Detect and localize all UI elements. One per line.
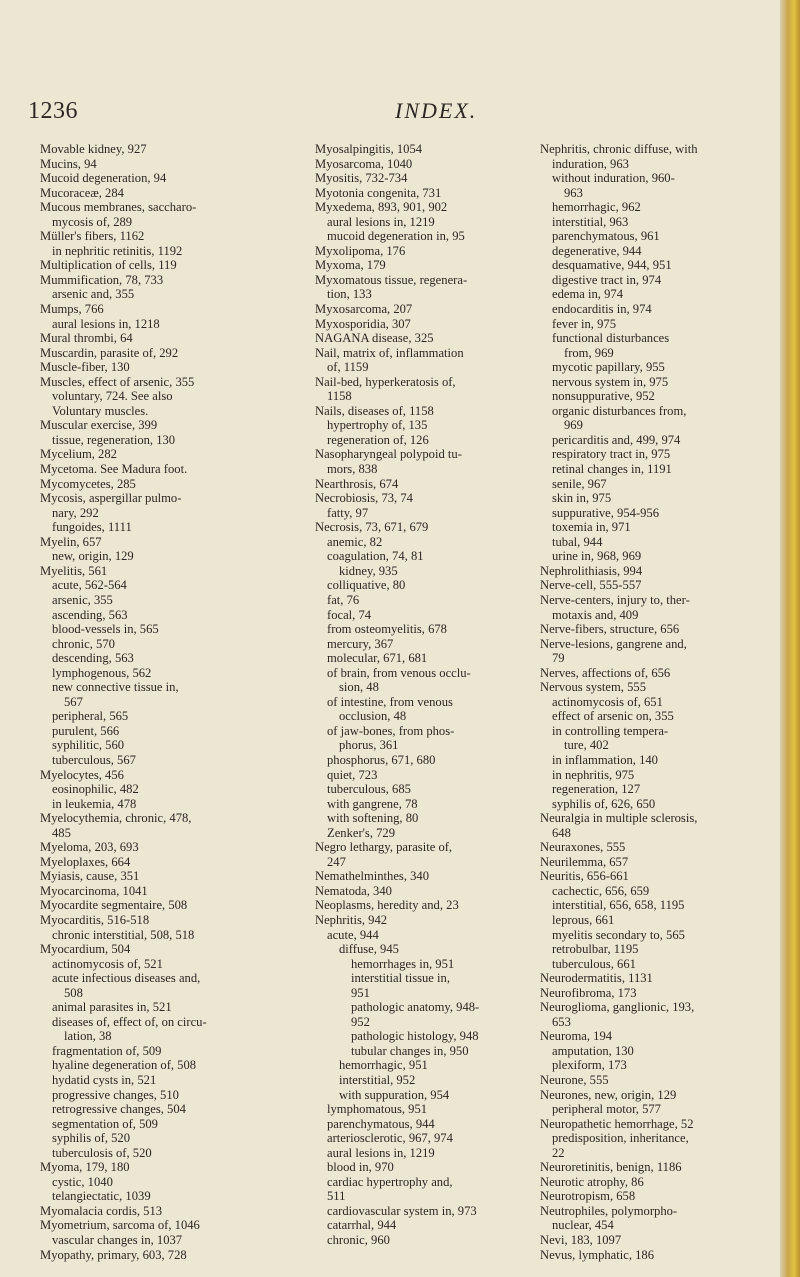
index-entry: 485: [52, 825, 71, 840]
index-entry: Myelocythemia, chronic, 478,: [40, 811, 192, 826]
index-entry: lation, 38: [64, 1029, 112, 1044]
index-entry: in controlling tempera-: [552, 723, 669, 738]
index-entry: eosinophilic, 482: [52, 782, 139, 797]
index-entry: from osteomyelitis, 678: [327, 622, 447, 637]
index-entry: Myositis, 732-734: [315, 171, 408, 186]
index-entry: Mummification, 78, 733: [40, 272, 164, 287]
index-entry: tuberculosis of, 520: [52, 1145, 152, 1160]
index-entry: phorus, 361: [339, 738, 399, 753]
index-entry: Multiplication of cells, 119: [40, 258, 177, 273]
index-entry: nervous system in, 975: [552, 374, 669, 389]
index-entry: mycotic papillary, 955: [552, 360, 665, 375]
index-entry: Neutrophiles, polymorpho-: [540, 1203, 678, 1218]
index-entry: 963: [564, 185, 583, 200]
index-entry: Müller's fibers, 1162: [40, 229, 145, 244]
index-entry: descending, 563: [52, 651, 134, 666]
index-entry: Muscardin, parasite of, 292: [40, 345, 179, 360]
index-entry: of jaw-bones, from phos-: [327, 723, 455, 738]
index-entry: blood-vessels in, 565: [52, 622, 159, 637]
index-entry: Myxomatous tissue, regenera-: [315, 272, 468, 287]
index-entry: Necrosis, 73, 671, 679: [315, 520, 429, 535]
index-entry: Myelocytes, 456: [40, 767, 124, 782]
index-entry: sion, 48: [339, 680, 379, 695]
index-entry: mycosis of, 289: [52, 214, 133, 229]
index-entry: hemorrhagic, 951: [339, 1058, 428, 1073]
index-entry: Myosarcoma, 1040: [315, 156, 413, 171]
index-entry: Nasopharyngeal polypoid tu-: [315, 447, 462, 462]
index-entry: toxemia in, 971: [552, 520, 631, 535]
index-entry: syphilis of, 520: [52, 1131, 131, 1146]
index-entry: telangiectatic, 1039: [52, 1189, 151, 1204]
index-entry: edema in, 974: [552, 287, 623, 302]
index-entry: Nephrolithiasis, 994: [540, 563, 643, 578]
index-entry: mors, 838: [327, 462, 378, 477]
index-entry: 511: [327, 1189, 346, 1204]
index-entry: interstitial, 952: [339, 1073, 416, 1087]
index-entry: 567: [64, 694, 83, 709]
index-entry: Myoma, 179, 180: [40, 1160, 130, 1175]
index-entry: hemorrhages in, 951: [351, 956, 455, 971]
index-entry: functional disturbances: [552, 331, 670, 346]
index-entry: syphilitic, 560: [52, 738, 125, 753]
index-entry: tuberculous, 685: [327, 782, 411, 797]
index-entry: molecular, 671, 681: [327, 651, 428, 666]
index-entry: diseases of, effect of, on circu-: [52, 1014, 207, 1029]
index-entry: catarrhal, 944: [327, 1218, 397, 1233]
index-entry: acute, 944: [327, 927, 379, 942]
index-column-3: [540, 142, 790, 1262]
index-entry: Nevi, 183, 1097: [540, 1233, 622, 1248]
index-entry: lymphomatous, 951: [327, 1102, 428, 1117]
index-entry: purulent, 566: [52, 723, 120, 738]
index-entry: regeneration, 127: [552, 782, 641, 797]
index-entry: tuberculous, 661: [552, 956, 636, 971]
index-entry: Neurone, 555: [540, 1073, 609, 1087]
index-entry: chronic interstitial, 508, 518: [52, 927, 195, 942]
index-entry: Nevus, lymphatic, 186: [540, 1247, 655, 1262]
index-entry: 951: [351, 985, 370, 1000]
index-entry: retrobulbar, 1195: [552, 942, 639, 957]
index-entry: pericarditis and, 499, 974: [552, 432, 681, 447]
index-entry: Negro lethargy, parasite of,: [315, 840, 453, 855]
index-entry: tissue, regeneration, 130: [52, 432, 176, 447]
index-entry: 653: [552, 1014, 571, 1029]
index-entry: NAGANA disease, 325: [315, 331, 434, 346]
running-head: INDEX.: [395, 98, 478, 123]
index-entry: interstitial, 963: [552, 214, 629, 229]
index-entry: Mucins, 94: [40, 156, 97, 171]
index-entry: 952: [351, 1014, 370, 1029]
index-entry: Myiasis, cause, 351: [40, 869, 140, 884]
index-entry: arteriosclerotic, 967, 974: [327, 1131, 453, 1146]
index-entry: Neurones, new, origin, 129: [540, 1087, 677, 1102]
index-entry: Muscles, effect of arsenic, 355: [40, 374, 195, 389]
index-entry: tubal, 944: [552, 534, 603, 549]
index-entry: nonsuppurative, 952: [552, 389, 655, 404]
index-entry: with gangrene, 78: [327, 796, 418, 811]
index-entry: tion, 133: [327, 287, 372, 302]
index-entry: Mycomycetes, 285: [40, 476, 136, 491]
index-entry: Myocardite segmentaire, 508: [40, 898, 188, 913]
index-entry: coagulation, 74, 81: [327, 549, 424, 564]
index-entry: Mucoraceæ, 284: [40, 185, 124, 200]
index-entry: Nephritis, 942: [315, 912, 388, 927]
index-entry: Muscular exercise, 399: [40, 418, 158, 433]
index-entry: with suppuration, 954: [339, 1087, 450, 1102]
index-entry: Nervous system, 555: [540, 680, 646, 695]
index-entry: Myxoma, 179: [315, 258, 386, 273]
index-entry: fever in, 975: [552, 316, 616, 331]
index-entry: Myelitis, 561: [40, 563, 108, 578]
index-entry: Myomalacia cordis, 513: [40, 1203, 163, 1218]
index-entry: diffuse, 945: [339, 942, 399, 957]
index-entry: Nerve-centers, injury to, ther-: [540, 592, 690, 607]
index-entry: Nails, diseases of, 1158: [315, 403, 434, 418]
index-entry: Neurilemma, 657: [540, 854, 629, 869]
index-entry: segmentation of, 509: [52, 1116, 158, 1131]
index-entry: amputation, 130: [552, 1043, 634, 1058]
index-entry: syphilis of, 626, 650: [552, 796, 656, 811]
index-entry: senile, 967: [552, 476, 607, 491]
index-entry: Myocarcinoma, 1041: [40, 883, 148, 898]
index-entry: plexiform, 173: [552, 1058, 627, 1073]
index-entry: Myeloplaxes, 664: [40, 854, 131, 869]
index-entry: digestive tract in, 974: [552, 272, 662, 287]
index-entry: ascending, 563: [52, 607, 128, 622]
index-entry: suppurative, 954-956: [552, 505, 660, 520]
index-entry: retinal changes in, 1191: [552, 462, 672, 477]
index-entry: hydatid cysts in, 521: [52, 1073, 157, 1087]
index-entry: mucoid degeneration in, 95: [327, 229, 465, 244]
index-entry: Mumps, 766: [40, 302, 104, 317]
index-entry: fungoides, 1111: [52, 520, 132, 535]
index-entry: Nemathelminthes, 340: [315, 869, 430, 884]
index-entry: arsenic, 355: [52, 592, 113, 607]
index-entry: 22: [552, 1145, 565, 1160]
index-entry: Nail, matrix of, inflammation: [315, 345, 464, 360]
index-entry: chronic, 570: [52, 636, 115, 651]
index-entry: Nerve-lesions, gangrene and,: [540, 636, 687, 651]
index-entry: Myelin, 657: [40, 534, 102, 549]
index-entry: without induration, 960-: [552, 171, 675, 186]
index-entry: mercury, 367: [327, 636, 394, 651]
index-entry: aural lesions in, 1219: [327, 214, 435, 229]
index-entry: interstitial tissue in,: [351, 971, 450, 986]
index-entry: Mycelium, 282: [40, 447, 117, 462]
index-entry: ture, 402: [564, 738, 609, 753]
index-entry: 648: [552, 825, 571, 840]
index-entry: Myometrium, sarcoma of, 1046: [40, 1218, 200, 1233]
index-entry: cachectic, 656, 659: [552, 883, 650, 898]
index-entry: Nearthrosis, 674: [315, 476, 399, 491]
index-entry: organic disturbances from,: [552, 403, 687, 418]
index-column-1: [40, 142, 290, 1262]
index-entry: Mural thrombi, 64: [40, 331, 133, 346]
index-entry: Myosalpingitis, 1054: [315, 142, 423, 156]
index-entry: Nail-bed, hyperkeratosis of,: [315, 374, 456, 389]
index-entry: tubular changes in, 950: [351, 1043, 469, 1058]
index-entry: quiet, 723: [327, 767, 378, 782]
index-entry: effect of arsenic on, 355: [552, 709, 674, 724]
index-entry: Nematoda, 340: [315, 883, 392, 898]
index-entry: anemic, 82: [327, 534, 383, 549]
index-entry: peripheral, 565: [52, 709, 129, 724]
index-entry: of, 1159: [327, 360, 369, 375]
index-entry: Myxosporidia, 307: [315, 316, 411, 331]
index-entry: Neuritis, 656-661: [540, 869, 629, 884]
index-entry: endocarditis in, 974: [552, 302, 652, 317]
index-entry: predisposition, inheritance,: [552, 1131, 689, 1146]
index-entry: aural lesions in, 1219: [327, 1145, 435, 1160]
index-entry: colliquative, 80: [327, 578, 406, 593]
index-entry: in nephritic retinitis, 1192: [52, 243, 183, 258]
index-entry: Myopathy, primary, 603, 728: [40, 1247, 187, 1262]
index-entry: kidney, 935: [339, 563, 398, 578]
index-entry: Mucous membranes, saccharo-: [40, 200, 197, 215]
page-number: 1236: [28, 98, 78, 124]
index-entry: new connective tissue in,: [52, 680, 179, 695]
index-entry: vascular changes in, 1037: [52, 1233, 183, 1248]
index-column-2: [315, 142, 545, 1248]
index-entry: parenchymatous, 944: [327, 1116, 435, 1131]
index-entry: Nerve-cell, 555-557: [540, 578, 642, 593]
index-entry: Myocarditis, 516-518: [40, 912, 150, 927]
index-entry: 79: [552, 651, 565, 666]
index-entry: myelitis secondary to, 565: [552, 927, 685, 942]
index-entry: Muscle-fiber, 130: [40, 360, 130, 375]
index-entry: in inflammation, 140: [552, 752, 658, 767]
index-entry: nary, 292: [52, 505, 99, 520]
index-entry: 1158: [327, 389, 352, 404]
index-entry: arsenic and, 355: [52, 287, 135, 302]
index-entry: regeneration of, 126: [327, 432, 429, 447]
index-entry: Movable kidney, 927: [40, 142, 147, 156]
index-entry: pathologic histology, 948: [351, 1029, 479, 1044]
index-entry: fat, 76: [327, 592, 360, 607]
index-entry: cardiovascular system in, 973: [327, 1203, 477, 1218]
index-entry: of brain, from venous occlu-: [327, 665, 471, 680]
index-entry: interstitial, 656, 658, 1195: [552, 898, 685, 913]
index-entry: animal parasites in, 521: [52, 1000, 172, 1015]
index-entry: Neuralgia in multiple sclerosis,: [540, 811, 698, 826]
index-entry: from, 969: [564, 345, 614, 360]
index-entry: Myotonia congenita, 731: [315, 185, 442, 200]
index-entry: lymphogenous, 562: [52, 665, 152, 680]
index-entry: blood in, 970: [327, 1160, 394, 1175]
index-entry: phosphorus, 671, 680: [327, 752, 436, 767]
index-entry: tuberculous, 567: [52, 752, 136, 767]
index-entry: Neuroma, 194: [540, 1029, 613, 1044]
index-entry: actinomycosis of, 521: [52, 956, 163, 971]
index-entry: Myxosarcoma, 207: [315, 302, 413, 317]
index-entry: occlusion, 48: [339, 709, 407, 724]
index-entry: Necrobiosis, 73, 74: [315, 491, 413, 506]
index-entry: Mycosis, aspergillar pulmo-: [40, 491, 182, 506]
index-entry: cardiac hypertrophy and,: [327, 1174, 453, 1189]
index-entry: Myeloma, 203, 693: [40, 840, 139, 855]
index-entry: acute, 562-564: [52, 578, 127, 593]
index-entry: Neuraxones, 555: [540, 840, 626, 855]
index-entry: Neuroglioma, ganglionic, 193,: [540, 1000, 695, 1015]
index-entry: hypertrophy of, 135: [327, 418, 428, 433]
index-entry: voluntary, 724. See also: [52, 389, 173, 404]
index-entry: 247: [327, 854, 346, 869]
index-entry: induration, 963: [552, 156, 629, 171]
index-entry: Zenker's, 729: [327, 825, 396, 840]
index-entry: actinomycosis of, 651: [552, 694, 663, 709]
index-entry: aural lesions in, 1218: [52, 316, 160, 331]
index-entry: cystic, 1040: [52, 1174, 113, 1189]
index-entry: respiratory tract in, 975: [552, 447, 671, 462]
index-entry: Nephritis, chronic diffuse, with: [540, 142, 698, 156]
index-entry: focal, 74: [327, 607, 372, 622]
index-entry: Myocardium, 504: [40, 942, 131, 957]
index-entry: hyaline degeneration of, 508: [52, 1058, 197, 1073]
index-entry: with softening, 80: [327, 811, 419, 826]
index-entry: Voluntary muscles.: [52, 403, 149, 418]
index-entry: acute infectious diseases and,: [52, 971, 201, 986]
index-entry: Neuroretinitis, benign, 1186: [540, 1160, 682, 1175]
index-entry: Neurotic atrophy, 86: [540, 1174, 644, 1189]
index-entry: progressive changes, 510: [52, 1087, 179, 1102]
index-entry: Neurofibroma, 173: [540, 985, 637, 1000]
index-entry: in leukemia, 478: [52, 796, 137, 811]
index-entry: Mycetoma. See Madura foot.: [40, 462, 188, 477]
index-entry: leprous, 661: [552, 912, 615, 927]
index-entry: urine in, 968, 969: [552, 549, 642, 564]
index-entry: Myxedema, 893, 901, 902: [315, 200, 448, 215]
index-entry: chronic, 960: [327, 1233, 390, 1248]
index-entry: desquamative, 944, 951: [552, 258, 672, 273]
index-entry: Nerve-fibers, structure, 656: [540, 622, 680, 637]
index-entry: Neoplasms, heredity and, 23: [315, 898, 459, 913]
index-entry: peripheral motor, 577: [552, 1102, 661, 1117]
index-entry: hemorrhagic, 962: [552, 200, 641, 215]
index-entry: 969: [564, 418, 583, 433]
index-entry: fatty, 97: [327, 505, 369, 520]
index-entry: degenerative, 944: [552, 243, 642, 258]
index-entry: skin in, 975: [552, 491, 612, 506]
index-entry: Mucoid degeneration, 94: [40, 171, 167, 186]
index-entry: in nephritis, 975: [552, 767, 635, 782]
index-entry: Neuropathetic hemorrhage, 52: [540, 1116, 694, 1131]
index-entry: Neurotropism, 658: [540, 1189, 636, 1204]
index-entry: of intestine, from venous: [327, 694, 453, 709]
index-entry: retrogressive changes, 504: [52, 1102, 186, 1117]
index-entry: nuclear, 454: [552, 1218, 614, 1233]
index-entry: new, origin, 129: [52, 549, 134, 564]
index-entry: 508: [64, 985, 83, 1000]
index-entry: Nerves, affections of, 656: [540, 665, 671, 680]
index-entry: pathologic anatomy, 948-: [351, 1000, 480, 1015]
index-entry: fragmentation of, 509: [52, 1043, 162, 1058]
index-entry: Neurodermatitis, 1131: [540, 971, 653, 986]
index-entry: motaxis and, 409: [552, 607, 639, 622]
index-entry: Myxolipoma, 176: [315, 243, 406, 258]
index-entry: parenchymatous, 961: [552, 229, 660, 244]
